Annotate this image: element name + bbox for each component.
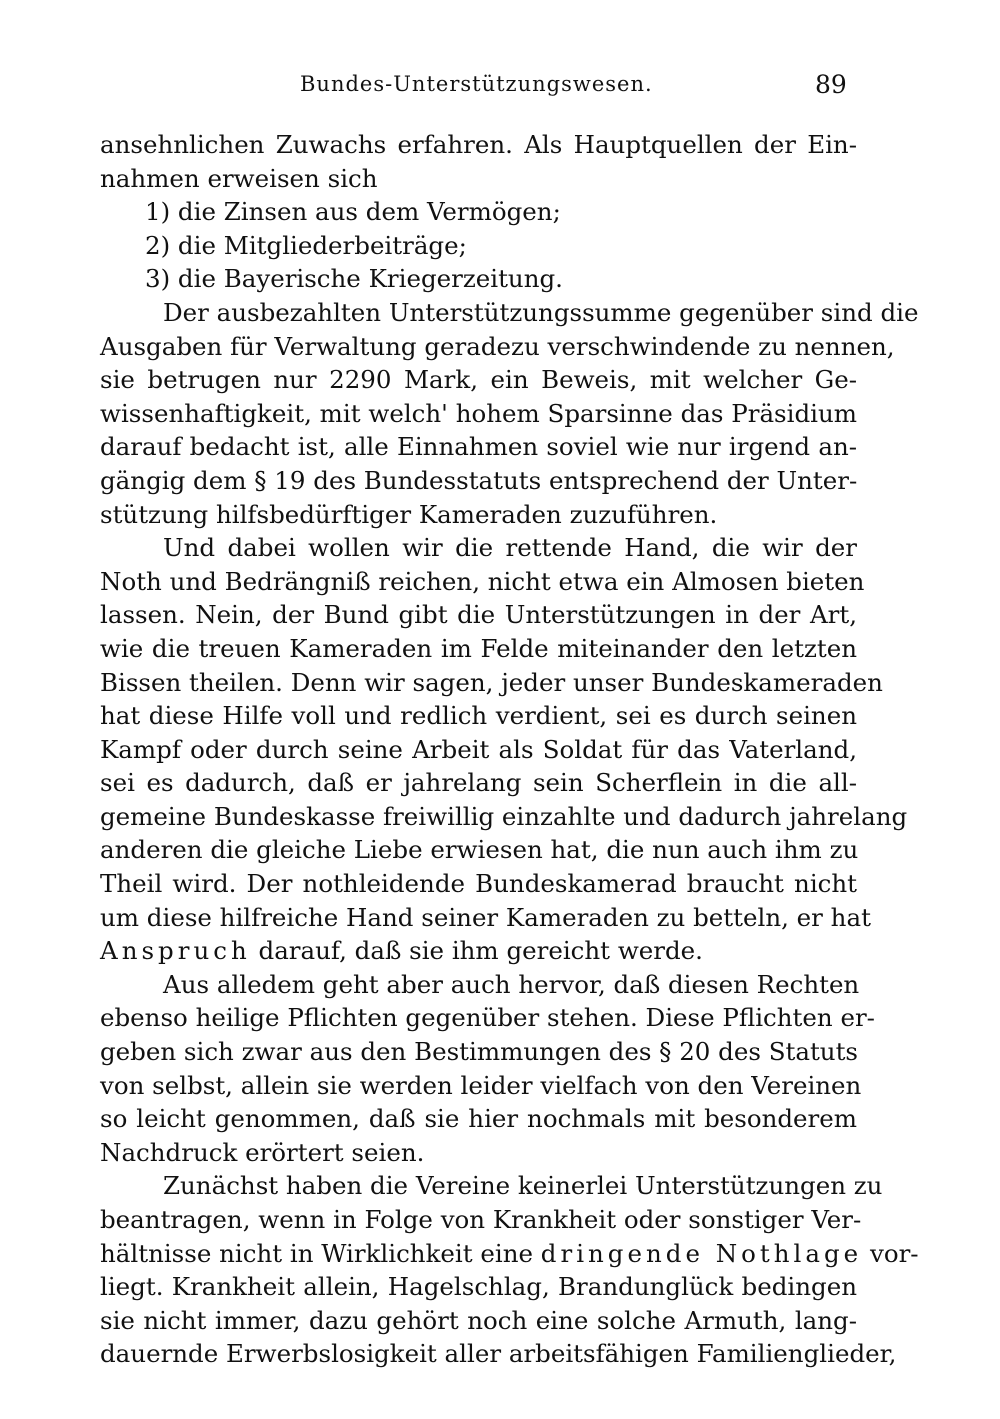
text-line: Und dabei wollen wir die rettende Hand, die wir der [163,533,857,563]
text-line: ebenso heilige Pflichten gegenüber stehen. Diese Pflichten er- [100,1003,875,1033]
text-line: hat diese Hilfe voll und redlich verdient, sei es durch seinen [100,701,857,731]
text-line [100,1237,919,1271]
text-line: Der ausbezahlten Unterstützungssumme gegenüber sind die [163,297,919,327]
page-number: 89 [815,70,847,99]
text-line: anderen die gleiche Liebe erwiesen hat, die nun auch ihm zu [100,835,859,865]
text-fragment: vor- [862,1238,919,1268]
text-line: Bissen theilen. Denn wir sagen, jeder unser Bundeskameraden [100,667,883,697]
text-line: nahmen erweisen sich [100,163,378,193]
text-line: so leicht genommen, daß sie hier nochmals mit besonderem [100,1104,857,1134]
text-line: gemeine Bundeskasse freiwillig einzahlte und dadurch jahrelang [100,801,908,831]
text-line: lassen. Nein, der Bund gibt die Unterstützungen in der Art, [100,600,857,630]
text-line: Nachdruck erörtert seien. [100,1137,425,1167]
text-line: Zunächst haben die Vereine keinerlei Unterstützungen zu [163,1171,883,1201]
text-line: wissenhaftigkeit, mit welch' hohem Sparsinne das Präsidium [100,398,857,428]
text-line: geben sich zwar aus den Bestimmungen des § 20 des Statuts [100,1037,859,1067]
running-title: Bundes-Unterstützungswesen. [300,72,653,96]
text-line: darauf bedacht ist, alle Einnahmen soviel wie nur irgend an- [100,432,857,462]
text-line: wie die treuen Kameraden im Felde miteinander den letzten [100,633,857,663]
text-line: beantragen, wenn in Folge von Krankheit oder sonstiger Ver- [100,1205,862,1234]
list-item: 2) die Mitgliederbeiträge; [145,230,467,260]
page-body [100,128,919,1371]
text-line: liegt. Krankheit allein, Hagelschlag, Brandunglück bedingen [100,1272,857,1302]
text-line: Ausgaben für Verwaltung geradezu verschwindende zu nennen, [100,331,895,361]
emphasized-phrase: dringende Nothlage [540,1238,863,1268]
text-line: sie betrugen nur 2290 Mark, ein Beweis, mit welcher Ge- [100,365,857,395]
list-item: 1) die Zinsen aus dem Vermögen; [145,197,561,227]
text-line: sie nicht immer, dazu gehört noch eine solche Armuth, lang- [100,1305,857,1335]
text-line: dauernde Erwerbslosigkeit aller arbeitsfähigen Familienglieder, [100,1339,897,1369]
text-line: sei es dadurch, daß er jahrelang sein Scherflein in die all- [100,768,857,798]
text-line: Kampf oder durch seine Arbeit als Soldat für das Vaterland, [100,734,857,764]
text-line: Noth und Bedrängniß reichen, nicht etwa ein Almosen bieten [100,566,865,596]
text-fragment: darauf, daß sie ihm gereicht werde. [250,936,703,966]
text-line: gängig dem § 19 des Bundesstatuts entsprechend der Unter- [100,465,858,495]
text-line: ansehnlichen Zuwachs erfahren. Als Hauptquellen der Ein- [100,130,857,159]
text-line: um diese hilfreiche Hand seiner Kameraden zu betteln, er hat [100,902,871,932]
text-line: stützung hilfsbedürftiger Kameraden zuzuführen. [100,499,718,529]
text-fragment: hältnisse nicht in Wirklichkeit eine [100,1238,541,1268]
text-line: von selbst, allein sie werden leider vielfach von den Vereinen [100,1070,862,1100]
text-line: Aus alledem geht aber auch hervor, daß diesen Rechten [163,969,860,999]
list-item: 3) die Bayerische Kriegerzeitung. [145,264,563,294]
text-line [100,934,857,968]
text-line: Theil wird. Der nothleidende Bundeskamerad braucht nicht [100,869,857,899]
emphasized-word: Anspruch [100,936,251,966]
